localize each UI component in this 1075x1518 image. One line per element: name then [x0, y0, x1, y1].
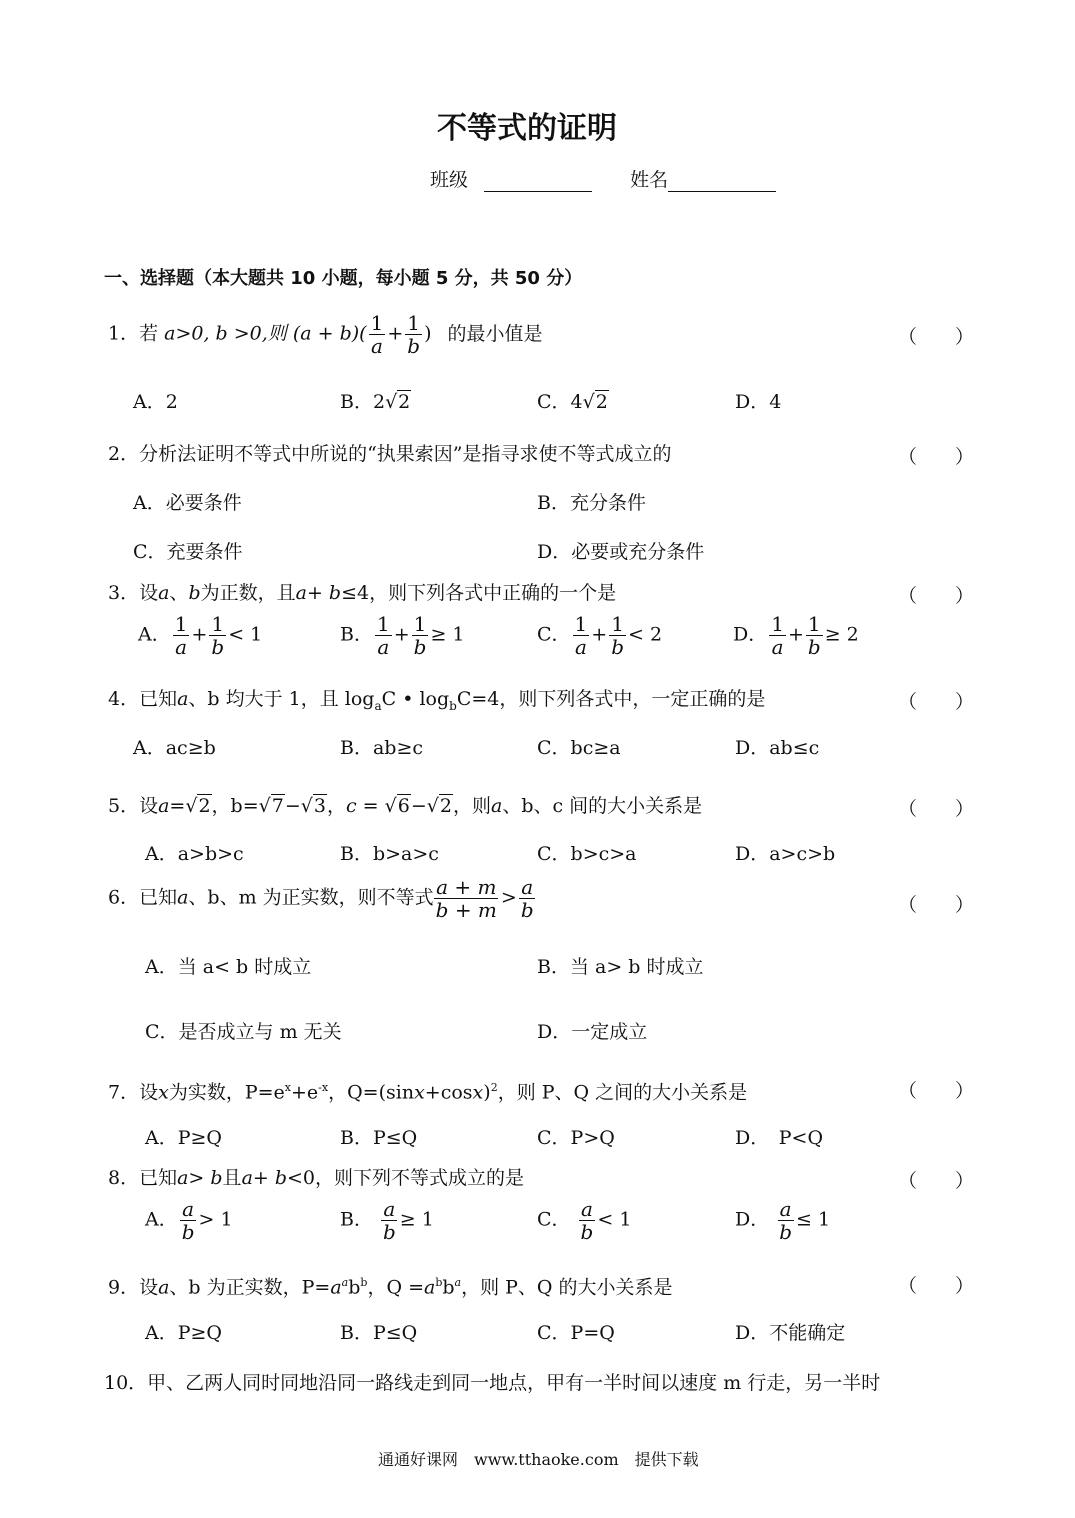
- q9-option-a: A．P≥Q: [145, 1322, 223, 1344]
- q3-option-c: C． $\frac{1}{a}$ + $\frac{1}{b}$ < 2: [537, 612, 663, 659]
- q7-option-c: C．P>Q: [537, 1127, 615, 1149]
- question-4: 4．已知a、b 均大于 1，且 $\log_aC$ • $\log_bC=4$，则下列各式中，一定正确的是: [108, 688, 766, 713]
- class-blank: [484, 173, 592, 192]
- q5-option-a: A．a>b>c: [145, 843, 244, 865]
- q5-option-d: D．a>c>b: [735, 843, 836, 865]
- q9-option-d: D．不能确定: [735, 1322, 846, 1344]
- q1-option-c: C．4√2: [537, 391, 608, 413]
- class-label: 班级: [430, 169, 469, 191]
- q9-option-b: B．P≤Q: [340, 1322, 418, 1344]
- q1-option-a: A．2: [133, 391, 178, 413]
- q7-option-d: D． P<Q: [735, 1127, 824, 1149]
- question-1: [108, 312, 543, 357]
- q7-answer-paren: （ ）: [898, 1080, 975, 1102]
- q9-option-c: C．P=Q: [537, 1322, 615, 1344]
- q1-option-b: B．2√2: [340, 391, 411, 413]
- q4-answer-paren: （ ）: [898, 691, 975, 713]
- question-9: 9．设a、b 为正实数，$P=a^ab^b$，$Q =a^bb^a$，则 P、Q 的大小关系是: [108, 1276, 673, 1299]
- page-title: 不等式的证明: [437, 111, 617, 146]
- q6-answer-paren: （ ）: [898, 894, 975, 916]
- question-2: 2．分析法证明不等式中所说的“执果索因”是指寻求使不等式成立的: [108, 443, 672, 465]
- q2-option-b: B．充分条件: [537, 492, 646, 514]
- section-heading: 一、选择题（本大题共 10 小题，每小题 5 分，共 50 分）: [104, 268, 583, 289]
- q9-answer-paren: （ ）: [898, 1275, 975, 1297]
- q5-answer-paren: （ ）: [898, 798, 975, 820]
- q1-number: 1．若: [108, 322, 159, 345]
- q8-answer-paren: （ ）: [898, 1170, 975, 1192]
- q1-plus: +: [387, 322, 404, 345]
- question-3: 3．设a、b为正数，且a+ b≤4，则下列各式中正确的一个是: [108, 582, 617, 604]
- q1-frac-1a: $\frac{1}{a}$: [370, 311, 384, 358]
- q3-option-a: A． $\frac{1}{a}$ + $\frac{1}{b}$ < 1: [138, 612, 263, 659]
- name-label: 姓名: [630, 169, 669, 191]
- q2-answer-paren: （ ）: [898, 446, 975, 468]
- q8-option-a: A． $\frac{a}{b}$ > 1: [145, 1197, 233, 1244]
- q5-option-c: C．b>c>a: [537, 843, 637, 865]
- name-blank: [668, 173, 776, 192]
- question-10: 10．甲、乙两人同时同地沿同一路线走到同一地点，甲有一半时间以速度 m 行走，另一半时: [104, 1372, 881, 1394]
- q1-expr-left: (a + b)(: [292, 322, 367, 345]
- q4-option-c: C．bc≥a: [537, 737, 621, 759]
- q8-option-c: C． $\frac{a}{b}$ < 1: [537, 1197, 632, 1244]
- q3-answer-paren: （ ）: [898, 585, 975, 607]
- q2-option-a: A．必要条件: [133, 492, 242, 514]
- question-7: 7．设x为实数，$P=e^x+e^{-x}$，$Q=(\sin x+\cos x)^2$，则 P、Q 之间的大小关系是: [108, 1081, 748, 1104]
- q1-condition: a>0, b >0,则: [164, 322, 287, 345]
- q7-option-b: B．P≤Q: [340, 1127, 418, 1149]
- q1-tail: 的最小值是: [447, 322, 543, 345]
- question-8: 8．已知a> b且a+ b<0，则下列不等式成立的是: [108, 1167, 525, 1189]
- q6-option-b: B．当 a> b 时成立: [537, 956, 704, 978]
- q7-option-a: A．P≥Q: [145, 1127, 223, 1149]
- q5-option-b: B．b>a>c: [340, 843, 439, 865]
- q2-option-c: C．充要条件: [133, 541, 243, 563]
- q1-answer-paren: （ ）: [898, 326, 975, 348]
- q8-option-d: D． $\frac{a}{b}$ ≤ 1: [735, 1197, 831, 1244]
- class-name-line: [430, 168, 776, 192]
- q2-option-d: D．必要或充分条件: [537, 541, 705, 563]
- q8-option-b: B． $\frac{a}{b}$ ≥ 1: [340, 1197, 434, 1244]
- q6-option-d: D．一定成立: [537, 1021, 648, 1043]
- question-6: 6．已知a、b、m 为正实数，则不等式 $\frac{a + m}{b + m}$ > $\frac{a}{b}$: [108, 875, 534, 922]
- q3-option-d: D． $\frac{1}{a}$ + $\frac{1}{b}$ ≥ 2: [733, 612, 859, 659]
- q4-option-b: B．ab≥c: [340, 737, 424, 759]
- q6-option-c: C．是否成立与 m 无关: [145, 1021, 342, 1043]
- q4-option-a: A．ac≥b: [133, 737, 216, 759]
- q1-frac-1b: $\frac{1}{b}$: [407, 311, 421, 358]
- q6-option-a: A．当 a< b 时成立: [145, 956, 312, 978]
- footer-credit: 通通好课网 www.tthaoke.com 提供下载: [378, 1450, 699, 1469]
- q1-expr-right: ): [424, 322, 432, 345]
- q3-option-b: B． $\frac{1}{a}$ + $\frac{1}{b}$ ≥ 1: [340, 612, 465, 659]
- question-5: 5．设a=√2，b=√7−√3，c = √6−√2，则a、b、c 间的大小关系是: [108, 795, 703, 817]
- q1-option-d: D．4: [735, 391, 782, 413]
- q4-option-d: D．ab≤c: [735, 737, 820, 759]
